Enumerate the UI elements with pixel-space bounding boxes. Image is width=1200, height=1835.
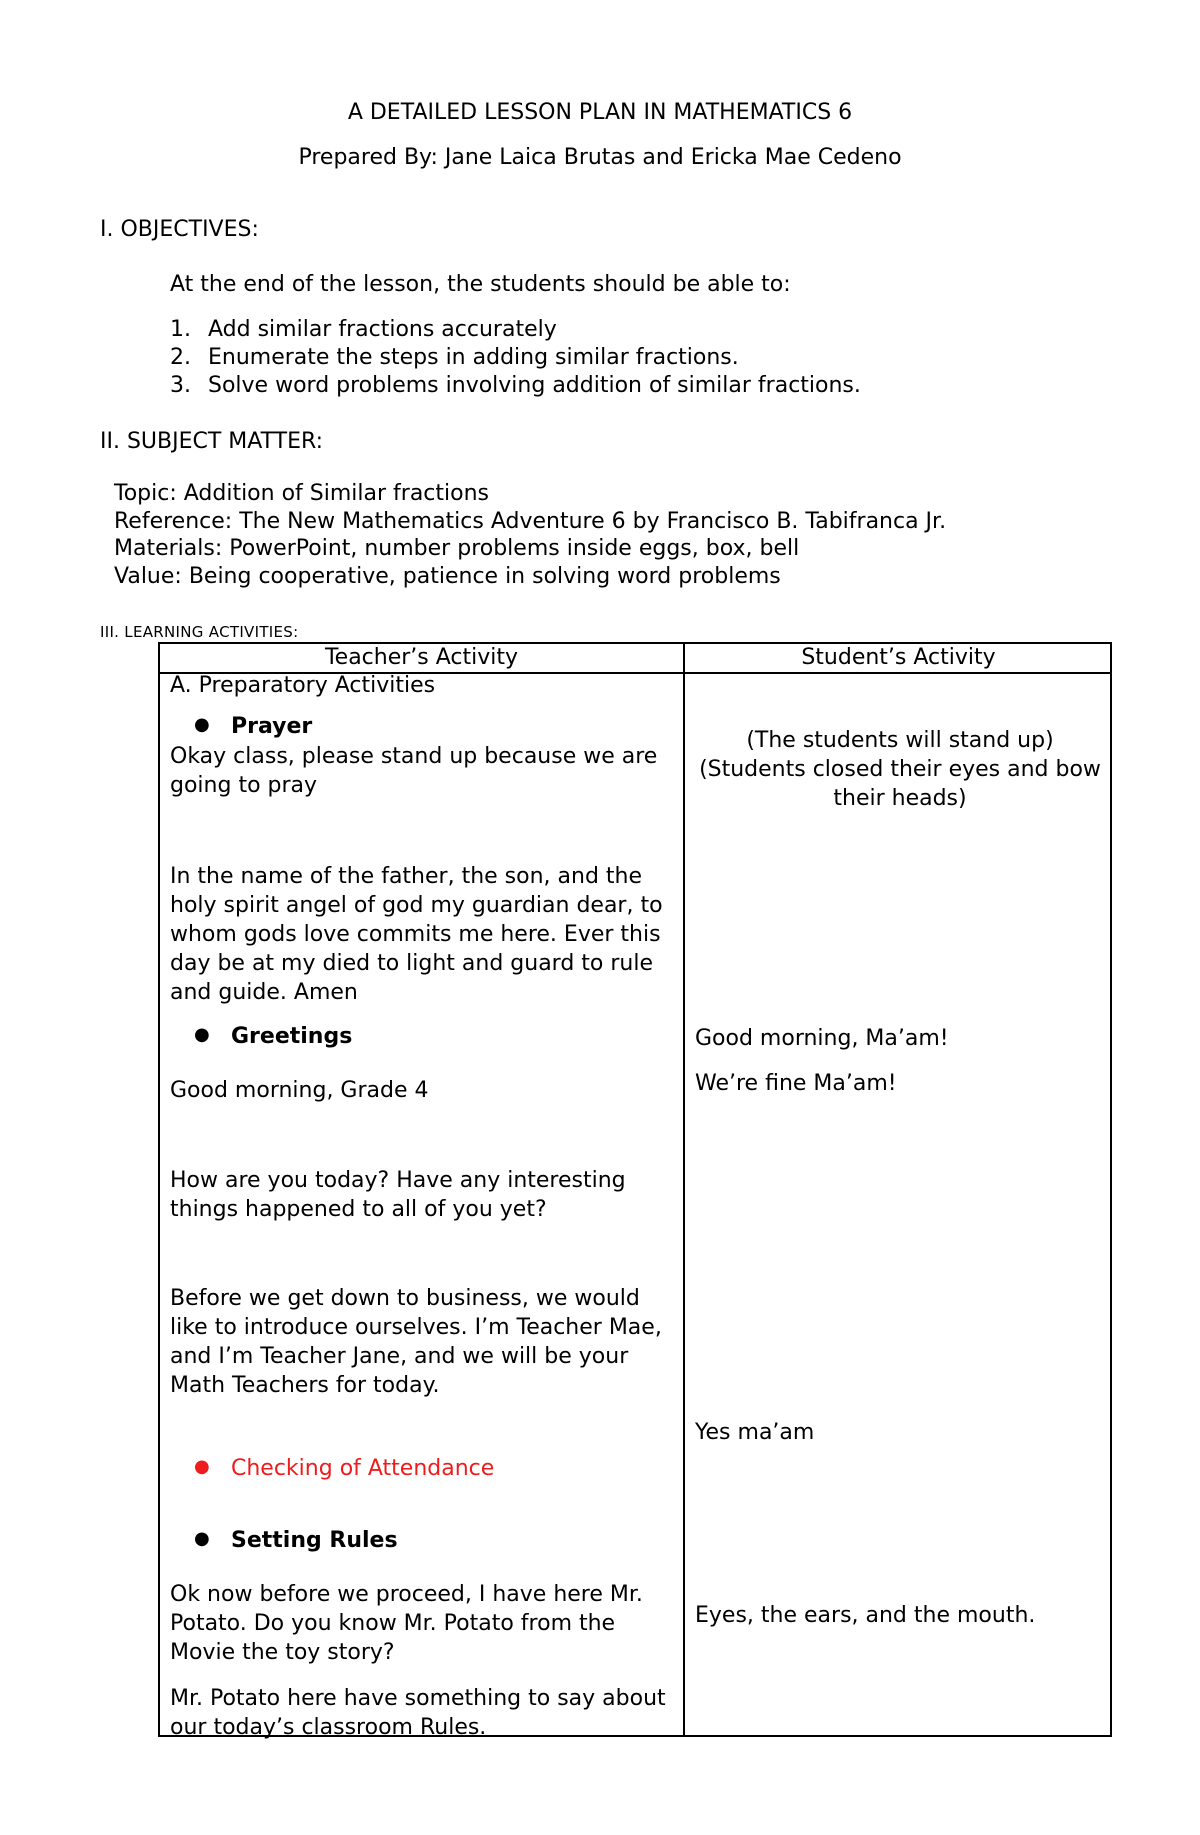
intro-student-text: Yes ma’am <box>695 1420 815 1445</box>
preparatory-activities: A. Preparatory Activities <box>170 673 436 698</box>
learning-activities-heading: III. LEARNING ACTIVITIES: <box>100 623 299 641</box>
howare-teacher-text: How are you today? Have any interesting things happened to all of you yet? <box>170 1168 626 1222</box>
activities-table <box>158 642 1112 1740</box>
column-divider <box>683 644 685 1735</box>
prayer-student-text <box>690 726 1110 813</box>
header-student-activity: Student’s Activity <box>801 645 996 670</box>
value: Value: Being cooperative, patience in solving word problems <box>114 563 781 589</box>
bullet-icon: ● <box>194 714 210 735</box>
attendance-label: Checking of Attendance <box>231 1456 495 1481</box>
materials: Materials: PowerPoint, number problems inside eggs, box, bell <box>114 536 800 561</box>
greet-teacher-text: Good morning, Grade 4 <box>170 1078 429 1103</box>
subject-matter-heading: II. SUBJECT MATTER: <box>100 429 324 454</box>
greet-student-text: Good morning, Ma’am! <box>695 1026 949 1051</box>
prayer-student-line-1: (The students will stand up) <box>746 728 1054 753</box>
document-title: A DETAILED LESSON PLAN IN MATHEMATICS 6 <box>347 100 853 125</box>
rules-teacher-text: Mr. Potato here have something to say about our today’s classroom Rules. <box>170 1686 666 1740</box>
prayer-teacher-text: Okay class, please stand up because we are going to pray <box>170 744 658 798</box>
objective-item: 1. Add similar fractions accurately <box>170 317 557 342</box>
objective-item: 3. Solve word problems involving addition of similar fractions. <box>170 373 861 398</box>
objective-item: 2. Enumerate the steps in adding similar fractions. <box>170 345 739 370</box>
objectives-intro: At the end of the lesson, the students should be able to: <box>170 272 791 297</box>
objectives-heading: I. OBJECTIVES: <box>100 217 259 242</box>
bullet-icon: ● <box>194 1456 210 1477</box>
reference: Reference: The New Mathematics Adventure 6 by Francisco B. Tabifranca Jr. <box>114 508 947 534</box>
howare-student-text: We’re fine Ma’am! <box>695 1071 897 1096</box>
prayer-label: Prayer <box>231 714 313 739</box>
rules-label: Setting Rules <box>231 1528 398 1553</box>
bullet-icon: ● <box>194 1528 210 1549</box>
subject-matter-details <box>114 480 946 590</box>
potato-teacher-text: Ok now before we proceed, I have here Mr. Potato. Do you know Mr. Potato from the Movie the toy story? <box>170 1582 643 1665</box>
prayer-text: In the name of the father, the son, and the holy spirit angel of god my guardian dear, to whom gods love commits me here. Ever this day be at my died to light and guard to rule and guide. Amen <box>170 864 663 1005</box>
topic: Topic: Addition of Similar fractions <box>114 481 489 506</box>
potato-student-text: Eyes, the ears, and the mouth. <box>695 1603 1036 1628</box>
greetings-label: Greetings <box>231 1024 353 1049</box>
objectives-list <box>170 316 861 400</box>
intro-teacher-text: Before we get down to business, we would like to introduce ourselves. I’m Teacher Mae, and I’m Teacher Jane, and we will be your Math Teachers for today. <box>170 1286 662 1398</box>
prepared-by: Prepared By: Jane Laica Brutas and Ericka Mae Cedeno <box>298 145 902 170</box>
header-teacher-activity: Teacher’s Activity <box>324 645 519 670</box>
bullet-icon: ● <box>194 1024 210 1045</box>
prayer-student-line-2: (Students closed their eyes and bow their heads) <box>699 757 1101 811</box>
